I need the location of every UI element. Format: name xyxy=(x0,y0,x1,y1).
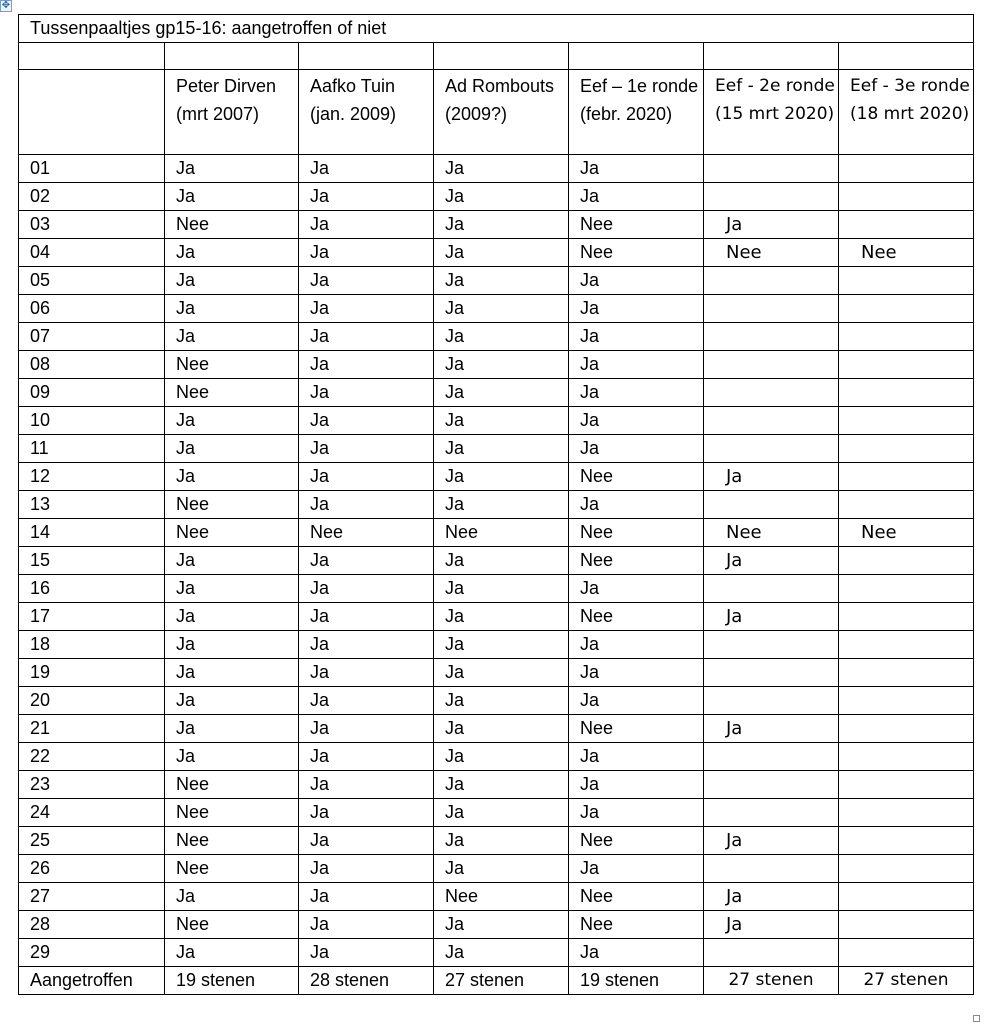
table-cell xyxy=(839,603,974,631)
table-cell: Ja xyxy=(434,295,569,323)
table-cell: Ja xyxy=(165,183,299,211)
table-row xyxy=(19,407,974,435)
table-cell: Ja xyxy=(299,575,434,603)
table-cell: Ja xyxy=(165,463,299,491)
table-cell: Ja xyxy=(299,239,434,267)
row-number-cell: 28 xyxy=(19,911,165,939)
table-cell xyxy=(839,855,974,883)
table-cell xyxy=(839,631,974,659)
table-cell: Ja xyxy=(569,351,704,379)
table-cell: Ja xyxy=(569,267,704,295)
table-cell: Ja xyxy=(569,435,704,463)
blank-cell xyxy=(299,43,434,70)
blank-cell xyxy=(569,43,704,70)
table-row xyxy=(19,687,974,715)
row-number-cell: 16 xyxy=(19,575,165,603)
table-cell: Nee xyxy=(569,463,704,491)
table-cell xyxy=(839,463,974,491)
table-cell: Ja xyxy=(165,883,299,911)
table-cell: Ja xyxy=(299,211,434,239)
table-cell: Nee xyxy=(299,519,434,547)
table-cell xyxy=(704,687,839,715)
table-cell xyxy=(704,491,839,519)
table-cell xyxy=(704,295,839,323)
table-cell: Ja xyxy=(434,239,569,267)
table-row xyxy=(19,939,974,967)
table-cell: Ja xyxy=(299,547,434,575)
totals-cell: 19 stenen xyxy=(569,967,704,995)
table-row xyxy=(19,183,974,211)
table-cell: Ja xyxy=(165,295,299,323)
header-cell-eef-ronde-1 xyxy=(569,70,704,155)
table-cell xyxy=(839,659,974,687)
table-cell: Ja xyxy=(299,491,434,519)
table-cell: Nee xyxy=(569,827,704,855)
table-cell: Ja xyxy=(569,799,704,827)
table-row xyxy=(19,211,974,239)
table-cell xyxy=(704,323,839,351)
table-row xyxy=(19,603,974,631)
table-cell: Ja xyxy=(165,239,299,267)
table-cell xyxy=(839,407,974,435)
table-cell: Ja xyxy=(569,155,704,183)
totals-label: Aangetroffen xyxy=(19,967,165,995)
table-cell xyxy=(839,323,974,351)
table-cell: Ja xyxy=(299,855,434,883)
table-row xyxy=(19,547,974,575)
table-cell: Ja xyxy=(299,715,434,743)
table-cell xyxy=(839,267,974,295)
header-text: Aafko Tuin (jan. 2009) xyxy=(310,76,397,124)
row-number-cell: 11 xyxy=(19,435,165,463)
table-row xyxy=(19,631,974,659)
table-cell xyxy=(839,547,974,575)
table-cell: Ja xyxy=(434,911,569,939)
header-row xyxy=(19,70,974,155)
table-cell: Ja xyxy=(299,603,434,631)
table-cell xyxy=(704,267,839,295)
blank-cell xyxy=(165,43,299,70)
table-resize-handle[interactable] xyxy=(973,1015,980,1022)
table-cell xyxy=(839,911,974,939)
blank-cell xyxy=(839,43,974,70)
row-number-cell: 02 xyxy=(19,183,165,211)
table-cell xyxy=(839,827,974,855)
table-cell: Ja xyxy=(704,463,839,491)
table-cell: Nee xyxy=(165,855,299,883)
totals-cell: 27 stenen xyxy=(839,967,974,995)
row-number-cell: 27 xyxy=(19,883,165,911)
table-cell xyxy=(839,183,974,211)
table-cell: Ja xyxy=(165,631,299,659)
header-cell-corner xyxy=(19,70,165,155)
table-cell: Ja xyxy=(569,323,704,351)
table-cell: Ja xyxy=(704,603,839,631)
table-row xyxy=(19,911,974,939)
table-cell: Ja xyxy=(299,323,434,351)
table-cell: Nee xyxy=(165,827,299,855)
row-number-cell: 17 xyxy=(19,603,165,631)
table-cell: Ja xyxy=(704,715,839,743)
table-cell xyxy=(839,155,974,183)
table-row xyxy=(19,799,974,827)
table-row xyxy=(19,519,974,547)
table-cell: Ja xyxy=(165,435,299,463)
table-row xyxy=(19,435,974,463)
table-cell: Ja xyxy=(434,435,569,463)
totals-cell: 19 stenen xyxy=(165,967,299,995)
table-cell: Ja xyxy=(569,687,704,715)
table-cell: Ja xyxy=(299,155,434,183)
table-cell xyxy=(839,799,974,827)
table-cell: Nee xyxy=(704,239,839,267)
table-cell: Nee xyxy=(165,519,299,547)
table-cell xyxy=(839,939,974,967)
row-number-cell: 04 xyxy=(19,239,165,267)
table-cell: Ja xyxy=(434,547,569,575)
table-cell: Ja xyxy=(165,659,299,687)
table-cell: Nee xyxy=(165,211,299,239)
table-cell: Ja xyxy=(569,631,704,659)
table-cell xyxy=(704,799,839,827)
header-cell-eef-ronde-3 xyxy=(839,70,974,155)
table-cell xyxy=(839,575,974,603)
table-cell: Ja xyxy=(434,827,569,855)
table-cell: Nee xyxy=(569,715,704,743)
table-cell: Ja xyxy=(569,379,704,407)
table-cell: Ja xyxy=(434,211,569,239)
table-cell: Ja xyxy=(299,687,434,715)
table-cell xyxy=(839,771,974,799)
row-number-cell: 01 xyxy=(19,155,165,183)
table-row xyxy=(19,155,974,183)
table-cell: Ja xyxy=(434,379,569,407)
header-cell-eef-ronde-2 xyxy=(704,70,839,155)
table-cell: Ja xyxy=(434,183,569,211)
row-number-cell: 14 xyxy=(19,519,165,547)
table-cell: Nee xyxy=(839,519,974,547)
table-cell: Nee xyxy=(165,771,299,799)
header-cell-peter-dirven xyxy=(165,70,299,155)
table-cell: Nee xyxy=(434,519,569,547)
table-cell: Nee xyxy=(165,799,299,827)
table-row xyxy=(19,715,974,743)
table-cell: Ja xyxy=(434,659,569,687)
table-cell: Nee xyxy=(569,519,704,547)
header-cell-ad-rombouts xyxy=(434,70,569,155)
table-cell: Ja xyxy=(165,407,299,435)
table-cell xyxy=(839,715,974,743)
table-cell: Ja xyxy=(434,155,569,183)
table-cell: Ja xyxy=(434,491,569,519)
table-cell: Ja xyxy=(569,295,704,323)
table-cell: Ja xyxy=(299,267,434,295)
table-cell xyxy=(704,351,839,379)
row-number-cell: 19 xyxy=(19,659,165,687)
table-cell: Ja xyxy=(165,323,299,351)
table-cell: Ja xyxy=(434,743,569,771)
table-cell: Ja xyxy=(434,323,569,351)
header-text: Ad Rombouts (2009?) xyxy=(445,76,555,124)
table-cell xyxy=(704,183,839,211)
table-cell: Ja xyxy=(299,911,434,939)
table-cell: Ja xyxy=(434,855,569,883)
table-cell xyxy=(839,211,974,239)
table-cell: Nee xyxy=(569,911,704,939)
table-cell: Ja xyxy=(299,799,434,827)
table-cell: Ja xyxy=(704,883,839,911)
table-cell: Ja xyxy=(299,379,434,407)
table-row xyxy=(19,239,974,267)
table-cell: Ja xyxy=(299,183,434,211)
table-cell xyxy=(704,155,839,183)
table-cell: Nee xyxy=(165,351,299,379)
table-cell: Ja xyxy=(299,659,434,687)
totals-cell: 27 stenen xyxy=(704,967,839,995)
table-cell: Ja xyxy=(299,883,434,911)
header-text: Eef - 3e ronde (18 mrt 2020) xyxy=(850,76,970,124)
table-row xyxy=(19,351,974,379)
table-cell: Ja xyxy=(299,407,434,435)
table-cell: Ja xyxy=(165,575,299,603)
table-cell: Nee xyxy=(434,883,569,911)
row-number-cell: 29 xyxy=(19,939,165,967)
table-cell: Nee xyxy=(569,239,704,267)
table-cell: Nee xyxy=(569,883,704,911)
table-cell xyxy=(839,379,974,407)
table-cell xyxy=(839,491,974,519)
table-cell: Ja xyxy=(569,659,704,687)
table-cell xyxy=(839,435,974,463)
table-cell: Ja xyxy=(434,715,569,743)
table-cell: Ja xyxy=(299,295,434,323)
row-number-cell: 25 xyxy=(19,827,165,855)
table-cell: Ja xyxy=(299,351,434,379)
table-cell xyxy=(704,855,839,883)
blank-cell xyxy=(19,43,165,70)
row-number-cell: 20 xyxy=(19,687,165,715)
table-cell: Ja xyxy=(434,267,569,295)
table-cell: Ja xyxy=(704,211,839,239)
table-cell: Nee xyxy=(165,491,299,519)
row-number-cell: 12 xyxy=(19,463,165,491)
table-cell: Nee xyxy=(569,211,704,239)
table-row xyxy=(19,771,974,799)
table-cell: Ja xyxy=(569,855,704,883)
totals-cell: 28 stenen xyxy=(299,967,434,995)
table-cell: Ja xyxy=(434,771,569,799)
table-cell: Ja xyxy=(299,631,434,659)
table-cell: Ja xyxy=(434,939,569,967)
table-cell: Ja xyxy=(165,603,299,631)
table-row xyxy=(19,575,974,603)
table-cell: Ja xyxy=(434,799,569,827)
row-number-cell: 15 xyxy=(19,547,165,575)
table-cell xyxy=(704,631,839,659)
table-cell: Ja xyxy=(434,603,569,631)
table-cell: Ja xyxy=(165,715,299,743)
table-cell: Ja xyxy=(165,687,299,715)
table-cell xyxy=(839,351,974,379)
table-cell: Ja xyxy=(434,463,569,491)
table-cell xyxy=(704,379,839,407)
table-cell xyxy=(704,435,839,463)
row-number-cell: 07 xyxy=(19,323,165,351)
row-number-cell: 10 xyxy=(19,407,165,435)
table-row xyxy=(19,827,974,855)
table-row xyxy=(19,491,974,519)
row-number-cell: 06 xyxy=(19,295,165,323)
table-cell: Nee xyxy=(165,379,299,407)
table-move-handle-icon[interactable]: ✥ xyxy=(1,0,11,11)
table-cell: Ja xyxy=(165,155,299,183)
table-row xyxy=(19,267,974,295)
table-cell: Ja xyxy=(704,547,839,575)
table-cell: Ja xyxy=(434,631,569,659)
table-row xyxy=(19,379,974,407)
table-cell: Ja xyxy=(434,407,569,435)
table-cell xyxy=(704,771,839,799)
table-title-row xyxy=(19,15,974,43)
totals-row xyxy=(19,967,974,995)
row-number-cell: 24 xyxy=(19,799,165,827)
table-cell: Ja xyxy=(165,267,299,295)
row-number-cell: 13 xyxy=(19,491,165,519)
header-text: Eef - 2e ronde (15 mrt 2020) xyxy=(715,76,835,124)
table-cell: Ja xyxy=(299,463,434,491)
table-cell: Ja xyxy=(569,183,704,211)
blank-cell xyxy=(704,43,839,70)
table-cell: Nee xyxy=(704,519,839,547)
row-number-cell: 21 xyxy=(19,715,165,743)
table-cell: Ja xyxy=(569,491,704,519)
table-cell xyxy=(839,687,974,715)
table-cell: Ja xyxy=(299,435,434,463)
table-cell: Nee xyxy=(165,911,299,939)
header-text: Peter Dirven (mrt 2007) xyxy=(176,76,277,124)
table-cell: Ja xyxy=(704,827,839,855)
table-cell: Ja xyxy=(569,743,704,771)
table-cell: Ja xyxy=(299,939,434,967)
table-cell xyxy=(704,407,839,435)
table-cell: Nee xyxy=(839,239,974,267)
blank-row xyxy=(19,43,974,70)
blank-cell xyxy=(434,43,569,70)
table-cell xyxy=(704,939,839,967)
table-cell xyxy=(839,743,974,771)
row-number-cell: 23 xyxy=(19,771,165,799)
row-number-cell: 03 xyxy=(19,211,165,239)
table-cell xyxy=(704,743,839,771)
row-number-cell: 18 xyxy=(19,631,165,659)
row-number-cell: 08 xyxy=(19,351,165,379)
table-row xyxy=(19,323,974,351)
table-cell: Ja xyxy=(299,827,434,855)
table-cell: Ja xyxy=(569,575,704,603)
table-row xyxy=(19,659,974,687)
table-cell xyxy=(704,659,839,687)
table-cell: Ja xyxy=(165,743,299,771)
table-row xyxy=(19,855,974,883)
table-row xyxy=(19,743,974,771)
row-number-cell: 22 xyxy=(19,743,165,771)
table-cell: Ja xyxy=(165,547,299,575)
table-cell: Ja xyxy=(434,351,569,379)
table-row xyxy=(19,883,974,911)
table-cell: Ja xyxy=(165,939,299,967)
table-cell: Ja xyxy=(569,939,704,967)
totals-cell: 27 stenen xyxy=(434,967,569,995)
row-number-cell: 05 xyxy=(19,267,165,295)
table-cell xyxy=(704,575,839,603)
header-text: Eef – 1e ronde (febr. 2020) xyxy=(580,76,699,124)
table-cell: Ja xyxy=(569,771,704,799)
table-cell xyxy=(839,295,974,323)
table-row xyxy=(19,295,974,323)
row-number-cell: 26 xyxy=(19,855,165,883)
table-cell: Ja xyxy=(434,687,569,715)
table-cell: Ja xyxy=(299,743,434,771)
table-cell: Ja xyxy=(299,771,434,799)
row-number-cell: 09 xyxy=(19,379,165,407)
table-cell: Nee xyxy=(569,603,704,631)
table-cell: Nee xyxy=(569,547,704,575)
table-title: Tussenpaaltjes gp15-16: aangetroffen of niet xyxy=(19,15,974,43)
table-row xyxy=(19,463,974,491)
tussenpaaltjes-table xyxy=(18,14,974,995)
table-cell xyxy=(839,883,974,911)
table-cell: Ja xyxy=(434,575,569,603)
header-cell-aafko-tuin xyxy=(299,70,434,155)
table-cell: Ja xyxy=(569,407,704,435)
table-cell: Ja xyxy=(704,911,839,939)
